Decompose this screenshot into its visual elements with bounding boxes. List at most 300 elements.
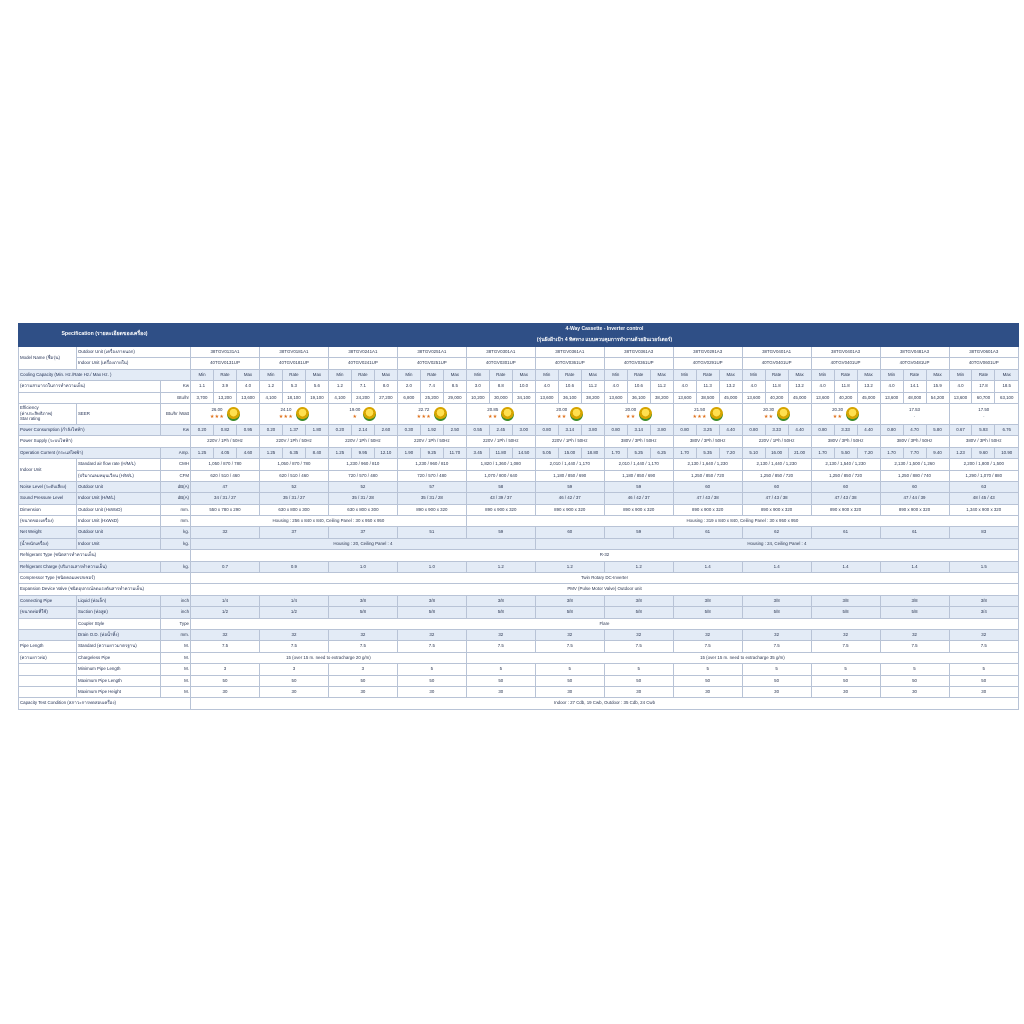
cooling-label-th: (ความสามารถในการทำความเย็น) [19,381,161,392]
pipe-drain: 32 [673,629,742,640]
current-value: 9.40 [926,447,949,458]
cooling-mrm-row [19,369,1019,380]
weight-unit: kg. [161,527,191,538]
pipe-height-row [19,686,1019,697]
expansion-row [19,584,1019,595]
seer-cell [328,403,397,424]
cooling-btu-value: 4,100 [328,392,351,403]
current-value: 5.05 [535,447,558,458]
outdoor-model: 38TGV0241A1 [328,347,397,358]
model-name-label: Model Name (ชื่อรุ่น) [19,347,77,370]
noise-outdoor: 60 [673,481,742,492]
weight-indoor-label: Indoor Unit [77,538,161,549]
cooling-kw-value: 4.0 [236,381,259,392]
noise-indoor: 34 / 31 / 27 [191,493,260,504]
efficiency-label-line: Star rating [20,416,41,422]
outdoor-model: 38TGV0301A1 [466,347,535,358]
pipe-drain: 32 [604,629,673,640]
cooling-btu-value: 13,600 [880,392,903,403]
mrm-header: Max [995,369,1019,380]
noise-indoor: 47 / 44 / 39 [880,493,949,504]
dimension-outdoor-label: Outdoor Unit (HxWxD) [77,504,161,515]
pipe-suction: 5/8 [880,607,949,618]
pipe-minimum: 5 [949,664,1019,675]
cooling-btu-value: 24,200 [351,392,374,403]
airflow-cmh: 2,200 / 1,800 / 1,500 [949,459,1019,470]
unit-inch: inch [161,595,191,606]
seer-value: 20.85 [487,406,499,412]
power-unit: Kw [161,424,191,435]
pipe-maximum: 50 [949,675,1019,686]
seer-cell [191,403,260,424]
pipe-length-label-th: (ความยาวท่อ) [19,652,77,663]
current-value: 21.00 [788,447,811,458]
mrm-header: Min [535,369,558,380]
max-length-label: Maximum Pipe Length [77,675,161,686]
airflow-cfm: 1,250 / 850 / 720 [673,470,742,481]
cooling-btu-value: 45,000 [788,392,811,403]
current-value: 15.00 [558,447,581,458]
weight-indoor-a: Housing : 20, Ceiling Panel : 4 [191,538,536,549]
cooling-btu-value: 38,200 [581,392,604,403]
power-value: 3.33 [765,424,788,435]
weight-outdoor: 61 [811,527,880,538]
pipe-length-label: Pipe Length [19,641,77,652]
pipe-minimum: 5 [742,664,811,675]
star-rating: - [913,414,916,420]
dimension-unit: mm. [161,516,191,527]
cooling-btu-row [19,392,1019,403]
outdoor-model: 38TGV0481A3 [880,347,949,358]
pipe-drain: 32 [466,629,535,640]
cooling-kw-value: 5.3 [282,381,305,392]
cooling-kw-value: 4.0 [742,381,765,392]
seer-cell [949,403,1019,424]
cooling-kw-value: 1.1 [191,381,214,392]
outdoor-model: 38TGV0131A1 [191,347,260,358]
current-value: 5.10 [742,447,765,458]
indoor-model: 40TGV0401UP [742,358,811,369]
cooling-btu-value: 29,000 [443,392,466,403]
cooling-kw-value: 11.8 [765,381,788,392]
power-value: 5.80 [926,424,949,435]
cooling-btu-value: 34,100 [512,392,535,403]
energy-label-badge-icon [501,407,514,421]
energy-label-badge-icon [639,407,652,421]
refrigerant-type-value: R-32 [191,550,1019,561]
pipe-liquid: 3/8 [742,595,811,606]
refrigerant-charge: 1.4 [880,561,949,572]
indoor-unit-label: Indoor Unit (เครื่องภายใน) [77,358,191,369]
current-value: 1.70 [880,447,903,458]
refrigerant-charge: 1.4 [811,561,880,572]
power-value: 0.80 [604,424,627,435]
airflow-cmh-row [19,459,1019,470]
airflow-cmh: 1,050 / 870 / 780 [191,459,260,470]
sound-pressure-label: Sound Pressure Level [19,493,77,504]
current-value: 8.40 [305,447,328,458]
energy-label-badge-icon [710,407,723,421]
refrigerant-charge: 0.9 [259,561,328,572]
noise-indoor: 35 / 31 / 28 [328,493,397,504]
refrigerant-unit: kg. [161,561,191,572]
mrm-header: Max [581,369,604,380]
mrm-header: Rate [489,369,512,380]
seer-block [832,408,843,420]
current-value: 7.70 [903,447,926,458]
cooling-kw-value: 10.0 [512,381,535,392]
pipe-suction: 5/8 [811,607,880,618]
indoor-model: 40TGV0181UP [259,358,328,369]
noise-outdoor: 60 [742,481,811,492]
pipe-liquid: 3/8 [949,595,1019,606]
dimension-outdoor: 890 x 900 x 320 [466,504,535,515]
seer-value: 24.10 [280,406,292,412]
dimension-label: Dimension [19,504,77,515]
noise-indoor: 43 / 39 / 37 [466,493,535,504]
pipe-standard: 7.5 [328,641,397,652]
noise-unit: dB(A) [161,481,191,492]
power-value: 0.80 [811,424,834,435]
power-value: 0.55 [466,424,489,435]
seer-cell [259,403,328,424]
refrigerant-charge: 1.2 [604,561,673,572]
current-value: 1.25 [259,447,282,458]
refrigerant-charge: 1.0 [397,561,466,572]
pipe-liquid: 3/8 [604,595,673,606]
noise-indoor: 47 / 43 / 38 [742,493,811,504]
airflow-cfm: 1,070 / 800 / 640 [466,470,535,481]
cooling-kw-value: 11.2 [650,381,673,392]
pipe-height: 30 [673,686,742,697]
outdoor-unit-label: Outdoor Unit (เครื่องภายนอก) [77,347,191,358]
cooling-kw-value: 13.2 [719,381,742,392]
power-value: 3.14 [558,424,581,435]
pipe-minimum: 5 [811,664,880,675]
supply-value: 220V / 1Ph / 50Hz [259,436,328,447]
current-value: 3.45 [466,447,489,458]
test-condition-label: Capacity Test Condition (สภาวะการทดสอบเครื่อง) [19,698,191,709]
weight-outdoor: 83 [949,527,1019,538]
pipe-standard: 7.5 [949,641,1019,652]
cooling-kw-value: 7.1 [351,381,374,392]
seer-block [763,408,774,420]
indoor-model: 40TGV0361UP [535,358,604,369]
pipe-maximum: 50 [191,675,260,686]
airflow-cfm-row [19,470,1019,481]
airflow-cfm: 1,180 / 850 / 690 [604,470,673,481]
airflow-cfm: 720 / 570 / 480 [328,470,397,481]
seer-cell [604,403,673,424]
airflow-cmh: 2,130 / 1,500 / 1,260 [880,459,949,470]
cooling-btu-value: 10,200 [466,392,489,403]
pipe-minimum: 5 [397,664,466,675]
noise-unit: dB(A) [161,493,191,504]
supply-value: 220V / 1Ph / 50Hz [397,436,466,447]
noise-indoor-row [19,493,1019,504]
efficiency-row [19,403,1019,424]
test-condition-row [19,698,1019,709]
refrigerant-charge: 1.2 [535,561,604,572]
mrm-header: Min [328,369,351,380]
airflow-cmh: 1,230 / 960 / 810 [328,459,397,470]
power-value: 3.80 [650,424,673,435]
airflow-cmh: 2,130 / 1,540 / 1,230 [811,459,880,470]
pipe-drain: 32 [397,629,466,640]
mrm-header: Max [374,369,397,380]
cooling-kw-value: 8.5 [443,381,466,392]
noise-outdoor: 47 [191,481,260,492]
pipe-standard-row [19,641,1019,652]
seer-cell [535,403,604,424]
outdoor-model: 38TGV0601A3 [949,347,1019,358]
current-value: 1.23 [949,447,972,458]
pipe-label-th: (ขนาดท่อที่ใช้) [19,607,77,618]
pipe-drain: 32 [880,629,949,640]
pipe-minimum: 5 [535,664,604,675]
pipe-minimum: 3 [328,664,397,675]
current-value: 11.80 [489,447,512,458]
supply-value: 380V / 3Ph / 50Hz [880,436,949,447]
current-value: 14.50 [512,447,535,458]
pipe-maximum: 50 [397,675,466,686]
cooling-kw-value: 5.6 [305,381,328,392]
weight-outdoor: 61 [880,527,949,538]
airflow-cmh: 2,010 / 1,440 / 1,170 [535,459,604,470]
weight-outdoor: 61 [673,527,742,538]
power-value: 0.67 [949,424,972,435]
cooling-btu-value: 13,600 [949,392,972,403]
efficiency-label-line: (ค่าประสิทธิภาพ) [20,410,53,416]
seer-cell [466,403,535,424]
pipe-liquid-row [19,595,1019,606]
pipe-liquid: 3/8 [811,595,880,606]
star-rating: ★★ [488,414,498,421]
dimension-outdoor-row [19,504,1019,515]
cooling-btu-value: 13,600 [673,392,696,403]
energy-label-badge-icon [227,407,240,421]
current-value: 1.25 [191,447,214,458]
weight-outdoor: 51 [397,527,466,538]
cooling-label: Cooling Capacity (Min. Hz./Rate Hz./ Max Hz. ) [19,369,191,380]
energy-label-badge-icon [777,407,790,421]
star-rating: - [983,414,985,420]
star-rating: ★ [352,414,358,421]
noise-label: Noise Level (ระดับเสียง) [19,481,77,492]
noise-indoor: 46 / 42 / 37 [535,493,604,504]
pipe-suction: 5/8 [673,607,742,618]
seer-cell [673,403,742,424]
outdoor-model: 38TGV0181A1 [259,347,328,358]
pipe-maximum: 50 [742,675,811,686]
seer-cell [742,403,811,424]
pipe-height: 30 [949,686,1019,697]
cooling-btu-value: 13,600 [811,392,834,403]
weight-unit: kg. [161,538,191,549]
cooling-btu-value: 27,200 [374,392,397,403]
outdoor-model: 38TGV0361A1 [535,347,604,358]
airflow-cfm: 720 / 570 / 480 [397,470,466,481]
refrigerant-charge: 1.0 [328,561,397,572]
pipe-maximum: 50 [466,675,535,686]
power-value: 1.92 [420,424,443,435]
outdoor-model: 38TGV0401A1 [742,347,811,358]
outdoor-model: 38TGV0361A3 [604,347,673,358]
pipe-drain: 32 [742,629,811,640]
star-rating: ★★ [625,414,636,421]
pipe-drain: 32 [535,629,604,640]
cooling-btu-value: 13,600 [236,392,259,403]
expansion-label: Expansion Device Valve (ชนิดอุปกรณ์ลดแรงดันสารทำความเย็น) [19,584,191,595]
pipe-minimum: 5 [880,664,949,675]
noise-outdoor: 59 [604,481,673,492]
current-value: 7.20 [857,447,880,458]
pipe-standard: 7.5 [535,641,604,652]
star-rating: ★★ [763,414,774,421]
power-value: 0.80 [673,424,696,435]
pipe-minimum: 3 [191,664,260,675]
pipe-liquid: 1/4 [259,595,328,606]
cooling-btu-value: 38,200 [650,392,673,403]
power-value: 4.40 [719,424,742,435]
pipe-height: 30 [535,686,604,697]
unit-cmh: CMH [161,459,191,470]
seer-block [487,408,498,420]
pipe-height: 30 [259,686,328,697]
airflow-cfm: 1,250 / 850 / 720 [742,470,811,481]
pipe-standard: 7.5 [742,641,811,652]
mrm-header: Min [949,369,972,380]
current-value: 11.70 [443,447,466,458]
weight-indoor-row [19,538,1019,549]
chargeless-a: 15 (over 15 m. need to extracharge 20 g/m) [191,652,467,663]
weight-outdoor: 59 [604,527,673,538]
pipe-maximum: 50 [259,675,328,686]
pipe-liquid: 3/8 [535,595,604,606]
model-outdoor-row [19,347,1019,358]
dimension-indoor-a: Housing : 256 x 840 x 840, Ceiling Panel : 30 x 950 x 950 [191,516,467,527]
weight-outdoor-label: Outdoor Unit [77,527,161,538]
mrm-header: Rate [696,369,719,380]
unit-m: M. [161,664,191,675]
weight-indoor-b: Housing : 24, Ceiling Panel : 4 [535,538,1018,549]
indoor-model: 40TGV0481UP [880,358,949,369]
cooling-btu-value: 36,100 [558,392,581,403]
mrm-header: Rate [627,369,650,380]
chargeless-label: Chargeless Pipe [77,652,161,663]
star-rating: ★★★ [416,414,432,421]
seer-value: 17.50 [978,407,990,413]
cooling-btu-value: 38,500 [696,392,719,403]
airflow-cmh: 2,130 / 1,440 / 1,230 [742,459,811,470]
mrm-header: Max [236,369,259,380]
dimension-outdoor: 550 x 780 x 290 [191,504,260,515]
airflow-cfm: 1,250 / 880 / 740 [880,470,949,481]
mrm-header: Rate [214,369,237,380]
current-value: 16.00 [765,447,788,458]
airflow-row1-label: Standard air flow rate (H/M/L) [77,459,161,470]
pipe-drain-row [19,629,1019,640]
dimension-outdoor: 890 x 900 x 320 [742,504,811,515]
seer-value: 20.00 [625,406,637,412]
mrm-header: Min [397,369,420,380]
supply-value: 220V / 1Ph / 50Hz [535,436,604,447]
cooling-kw-value: 1.2 [259,381,282,392]
drain-label: Drain O.D. (ท่อน้ำทิ้ง) [77,629,161,640]
power-value: 2.45 [489,424,512,435]
pipe-height: 30 [742,686,811,697]
seer-block [625,408,636,420]
cooling-kw-value: 8.8 [489,381,512,392]
compressor-value: Twin Rotary DC-Inverter [191,573,1019,584]
power-value: 0.30 [397,424,420,435]
cooling-kw-value: 18.5 [995,381,1019,392]
cooling-kw-value: 7.4 [420,381,443,392]
cooling-kw-row [19,381,1019,392]
current-label: Operation Current (กระแสไฟฟ้า) [19,447,161,458]
outdoor-model: 38TGV0291A3 [673,347,742,358]
pipe-suction: 1/2 [259,607,328,618]
unit-mm: mm. [161,629,191,640]
header-row-1 [19,324,1019,336]
supply-value: 220V / 1Ph / 50Hz [742,436,811,447]
indoor-model: 40TGV0401UP [811,358,880,369]
current-value: 18.80 [581,447,604,458]
seer-value: 19.00 [349,406,361,412]
liquid-label: Liquid (ท่อเล็ก) [77,595,161,606]
pipe-liquid: 3/8 [397,595,466,606]
expansion-value: PMV (Pulse Motor Valve) Outdoor unit [191,584,1019,595]
current-value: 5.35 [696,447,719,458]
cooling-kw-value: 1.2 [328,381,351,392]
current-value: 10.90 [995,447,1019,458]
refrigerant-charge: 1.5 [949,561,1019,572]
current-value: 9.95 [351,447,374,458]
mrm-header: Max [650,369,673,380]
noise-indoor: 47 / 43 / 38 [673,493,742,504]
seer-cell [811,403,880,424]
cooling-btu-value: 13,600 [604,392,627,403]
seer-block [978,408,989,420]
energy-label-badge-icon [846,407,859,421]
seer-value: 17.53 [909,407,921,413]
mrm-header: Max [512,369,535,380]
pipe-min-row [19,664,1019,675]
seer-block [909,408,920,420]
mrm-header: Min [811,369,834,380]
noise-outdoor-row [19,481,1019,492]
mrm-header: Rate [558,369,581,380]
pipe-standard: 7.5 [466,641,535,652]
pipe-drain: 32 [191,629,260,640]
pipe-standard: 7.5 [259,641,328,652]
pipe-suction: 3/4 [949,607,1019,618]
cooling-kw-value: 4.0 [880,381,903,392]
cooling-kw-value: 3.0 [466,381,489,392]
noise-indoor: 35 / 31 / 28 [397,493,466,504]
seer-label: SEER [77,403,161,424]
pipe-suction: 5/8 [397,607,466,618]
current-value: 1.90 [397,447,420,458]
power-value: 1.80 [305,424,328,435]
current-value: 7.20 [719,447,742,458]
cooling-kw-value: 13.2 [788,381,811,392]
dimension-outdoor: 890 x 900 x 320 [397,504,466,515]
star-rating: ★★ [832,414,843,421]
cooling-kw-value: 10.6 [558,381,581,392]
cooling-kw-value: 3.9 [214,381,237,392]
unit-m: M. [161,686,191,697]
